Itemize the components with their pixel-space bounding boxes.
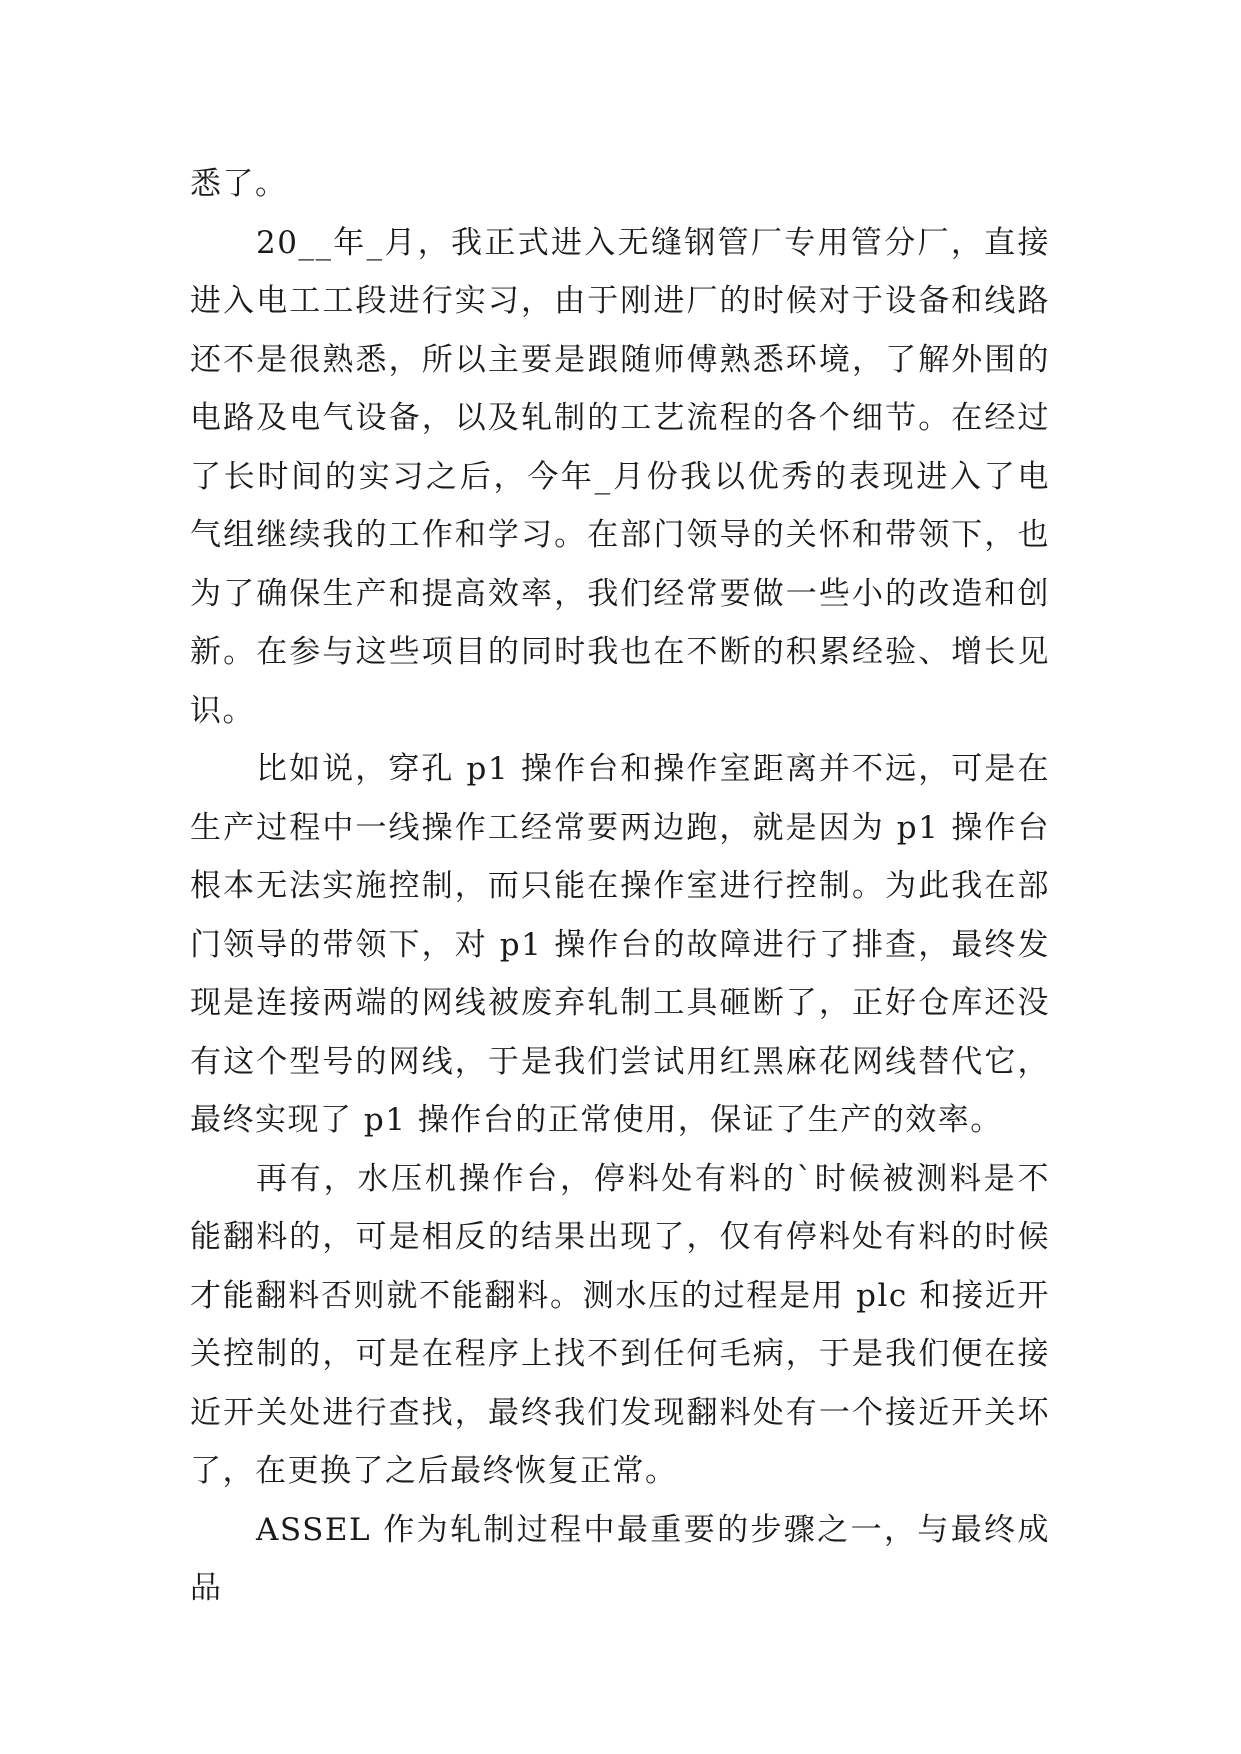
paragraph-assel: ASSEL 作为轧制过程中最重要的步骤之一，与最终成品 [190, 1511, 1050, 1606]
paragraph-continuation: 悉了。 [190, 166, 288, 202]
paragraph-p1-console: 比如说，穿孔 p1 操作台和操作室距离并不远，可是在生产过程中一线操作工经常要两边跑，就是因为 p1 操作台根本无法实施控制，而只能在操作室进行控制。为此我在部门领导的带领下，对 p1 操作台的故障进行了排查，最终发现是连接两端的网线被废弃轧制工具砸断了，正好仓库还没有这个型号的网线，于是我们尝试用红黑麻花网线替代它，最终实现了 p1 操作台的正常使用，保证了生产的效率。 [190, 751, 1050, 1138]
paragraph-hydraulic-press: 再有，水压机操作台，停料处有料的`时候被测料是不能翻料的，可是相反的结果出现了，仅有停料处有料的时候才能翻料否则就不能翻料。测水压的过程是用 plc 和接近开关控制的，可是在程序上找不到任何毛病，于是我们便在接近开关处进行查找，最终我们发现翻料处有一个接近开关坏了，在更换了之后最终恢复正常。 [190, 1160, 1050, 1489]
document-body [190, 155, 1050, 1618]
paragraph-internship-intro: 20__年_月，我正式进入无缝钢管厂专用管分厂，直接进入电工工段进行实习，由于刚进厂的时候对于设备和线路还不是很熟悉，所以主要是跟随师傅熟悉环境，了解外围的电路及电气设备，以及轧制的工艺流程的各个细节。在经过了长时间的实习之后，今年_月份我以优秀的表现进入了电气组继续我的工作和学习。在部门领导的关怀和带领下，也为了确保生产和提高效率，我们经常要做一些小的改造和创新。在参与这些项目的同时我也在不断的积累经验、增长见识。 [190, 224, 1050, 729]
